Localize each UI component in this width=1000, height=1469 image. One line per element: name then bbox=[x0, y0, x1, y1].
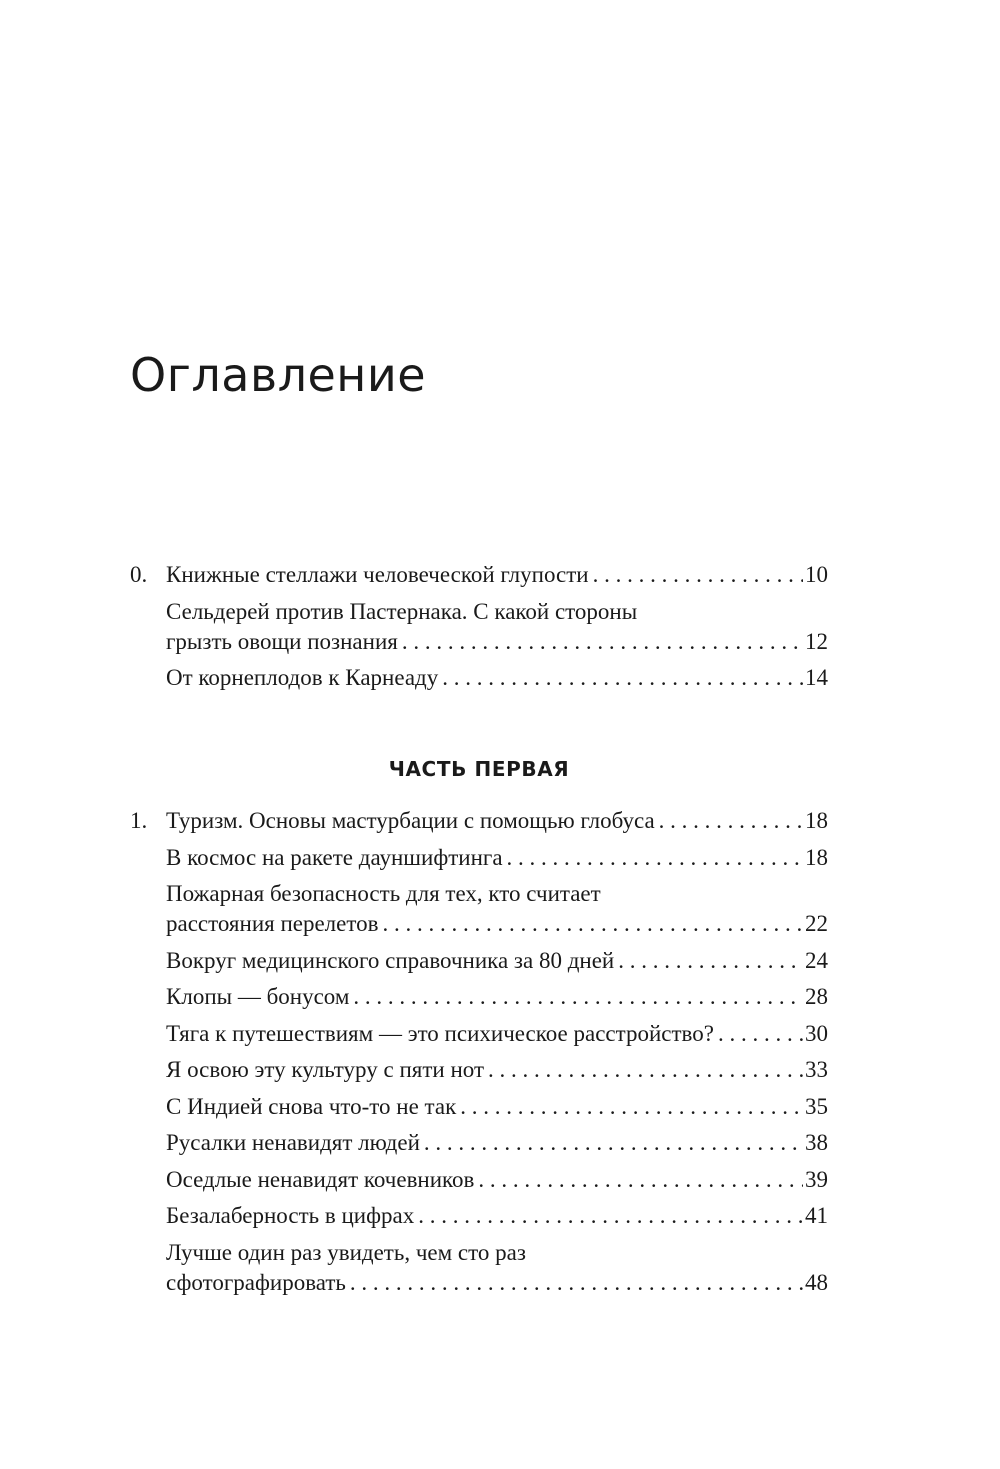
toc-entry-line bbox=[166, 1019, 828, 1049]
toc-entry-title: Лучше один раз увидеть, чем сто раз bbox=[166, 1239, 526, 1265]
dot-leader bbox=[659, 806, 803, 836]
page-number: 12 bbox=[805, 628, 828, 654]
toc-entry[interactable] bbox=[130, 560, 828, 590]
toc-entry[interactable] bbox=[130, 982, 828, 1012]
toc-entry-title: расстояния перелетов bbox=[166, 911, 379, 936]
toc-entry-line bbox=[166, 806, 828, 836]
toc-entry-title: Вокруг медицинского справочника за 80 дней bbox=[166, 947, 615, 973]
toc-entry[interactable] bbox=[130, 1055, 828, 1085]
page-number: 22 bbox=[805, 911, 828, 936]
dot-leader bbox=[418, 1201, 803, 1231]
toc-entry-line bbox=[166, 879, 828, 909]
page-number: 10 bbox=[805, 562, 828, 587]
toc-entry[interactable] bbox=[130, 1238, 828, 1298]
toc-section-part-one bbox=[130, 806, 828, 1304]
toc-entry[interactable] bbox=[130, 597, 828, 657]
dot-leader bbox=[382, 909, 803, 939]
toc-entry-title: Клопы — бонусом bbox=[166, 984, 350, 1009]
toc-entry-line bbox=[166, 909, 828, 939]
dot-leader bbox=[593, 560, 803, 590]
toc-entry-line bbox=[166, 843, 828, 873]
toc-entry-line bbox=[166, 982, 828, 1012]
toc-entry-line bbox=[166, 1268, 828, 1298]
dot-leader bbox=[488, 1055, 803, 1085]
page-number: 28 bbox=[805, 984, 828, 1009]
toc-entry[interactable] bbox=[130, 1092, 828, 1122]
page-number: 41 bbox=[805, 1203, 828, 1228]
page-number: 14 bbox=[805, 665, 828, 690]
toc-entry-title: грызть овощи познания bbox=[166, 628, 398, 654]
toc-entry-title: Сельдерей против Пастернака. С какой стороны bbox=[166, 598, 638, 624]
part-heading: ЧАСТЬ ПЕРВАЯ bbox=[388, 757, 570, 781]
toc-entry[interactable] bbox=[130, 663, 828, 693]
toc-entry-line bbox=[166, 1092, 828, 1122]
toc-entry-title: Пожарная безопасность для тех, кто считает bbox=[166, 881, 601, 906]
dot-leader bbox=[350, 1268, 803, 1298]
toc-entry-line bbox=[166, 1238, 828, 1268]
toc-entry[interactable] bbox=[130, 1201, 828, 1231]
toc-entry-title: В космос на ракете дауншифтинга bbox=[166, 844, 503, 870]
toc-entry-line bbox=[166, 1128, 828, 1158]
toc-entry-title: Оседлые ненавидят кочевников bbox=[166, 1166, 475, 1192]
toc-entry[interactable] bbox=[130, 843, 828, 873]
dot-leader bbox=[460, 1092, 803, 1122]
dot-leader bbox=[442, 663, 803, 693]
toc-entry-line bbox=[166, 1055, 828, 1085]
toc-entry-line bbox=[166, 627, 828, 657]
toc-entry-line bbox=[166, 560, 828, 590]
toc-entry-title: Безалаберность в цифрах bbox=[166, 1203, 415, 1228]
toc-entry-title: сфотографировать bbox=[166, 1269, 346, 1295]
page-title: Оглавление bbox=[130, 348, 427, 402]
dot-leader bbox=[618, 946, 803, 976]
page-number: 30 bbox=[805, 1020, 828, 1046]
toc-entry-line bbox=[166, 946, 828, 976]
dot-leader bbox=[478, 1165, 803, 1195]
toc-entry-line bbox=[166, 597, 828, 627]
toc-entry[interactable] bbox=[130, 1165, 828, 1195]
toc-entry[interactable] bbox=[130, 879, 828, 939]
toc-entry-line bbox=[166, 1201, 828, 1231]
toc-entry-title: Туризм. Основы мастурбации с помощью глобуса bbox=[166, 808, 655, 833]
page-number: 18 bbox=[805, 844, 828, 870]
toc-entry[interactable] bbox=[130, 946, 828, 976]
toc-entry-line bbox=[166, 1165, 828, 1195]
page-number: 18 bbox=[805, 808, 828, 833]
toc-entry[interactable] bbox=[130, 1019, 828, 1049]
toc-entry-line bbox=[166, 663, 828, 693]
toc-section-intro bbox=[130, 560, 828, 700]
toc-entry[interactable] bbox=[130, 1128, 828, 1158]
page-number: 39 bbox=[805, 1166, 828, 1192]
toc-entry-title: Русалки ненавидят людей bbox=[166, 1130, 420, 1155]
toc-entry[interactable] bbox=[130, 806, 828, 836]
chapter-number: 0. bbox=[130, 562, 148, 587]
toc-entry-title: С Индией снова что-то не так bbox=[166, 1093, 457, 1119]
toc-entry-title: Книжные стеллажи человеческой глупости bbox=[166, 562, 589, 587]
dot-leader bbox=[718, 1019, 803, 1049]
dot-leader bbox=[507, 843, 803, 873]
toc-entry-title: Тяга к путешествиям — это психическое расстройство? bbox=[166, 1020, 714, 1046]
toc-entry-title: Я освою эту культуру с пяти нот bbox=[166, 1057, 485, 1082]
page-number: 33 bbox=[805, 1057, 828, 1082]
page-number: 48 bbox=[805, 1269, 828, 1295]
dot-leader bbox=[424, 1128, 803, 1158]
page-number: 35 bbox=[805, 1093, 828, 1119]
toc-entry-title: От корнеплодов к Карнеаду bbox=[166, 665, 439, 690]
dot-leader bbox=[402, 627, 803, 657]
page-number: 24 bbox=[805, 947, 828, 973]
page-number: 38 bbox=[805, 1130, 828, 1155]
dot-leader bbox=[353, 982, 803, 1012]
chapter-number: 1. bbox=[130, 808, 148, 833]
